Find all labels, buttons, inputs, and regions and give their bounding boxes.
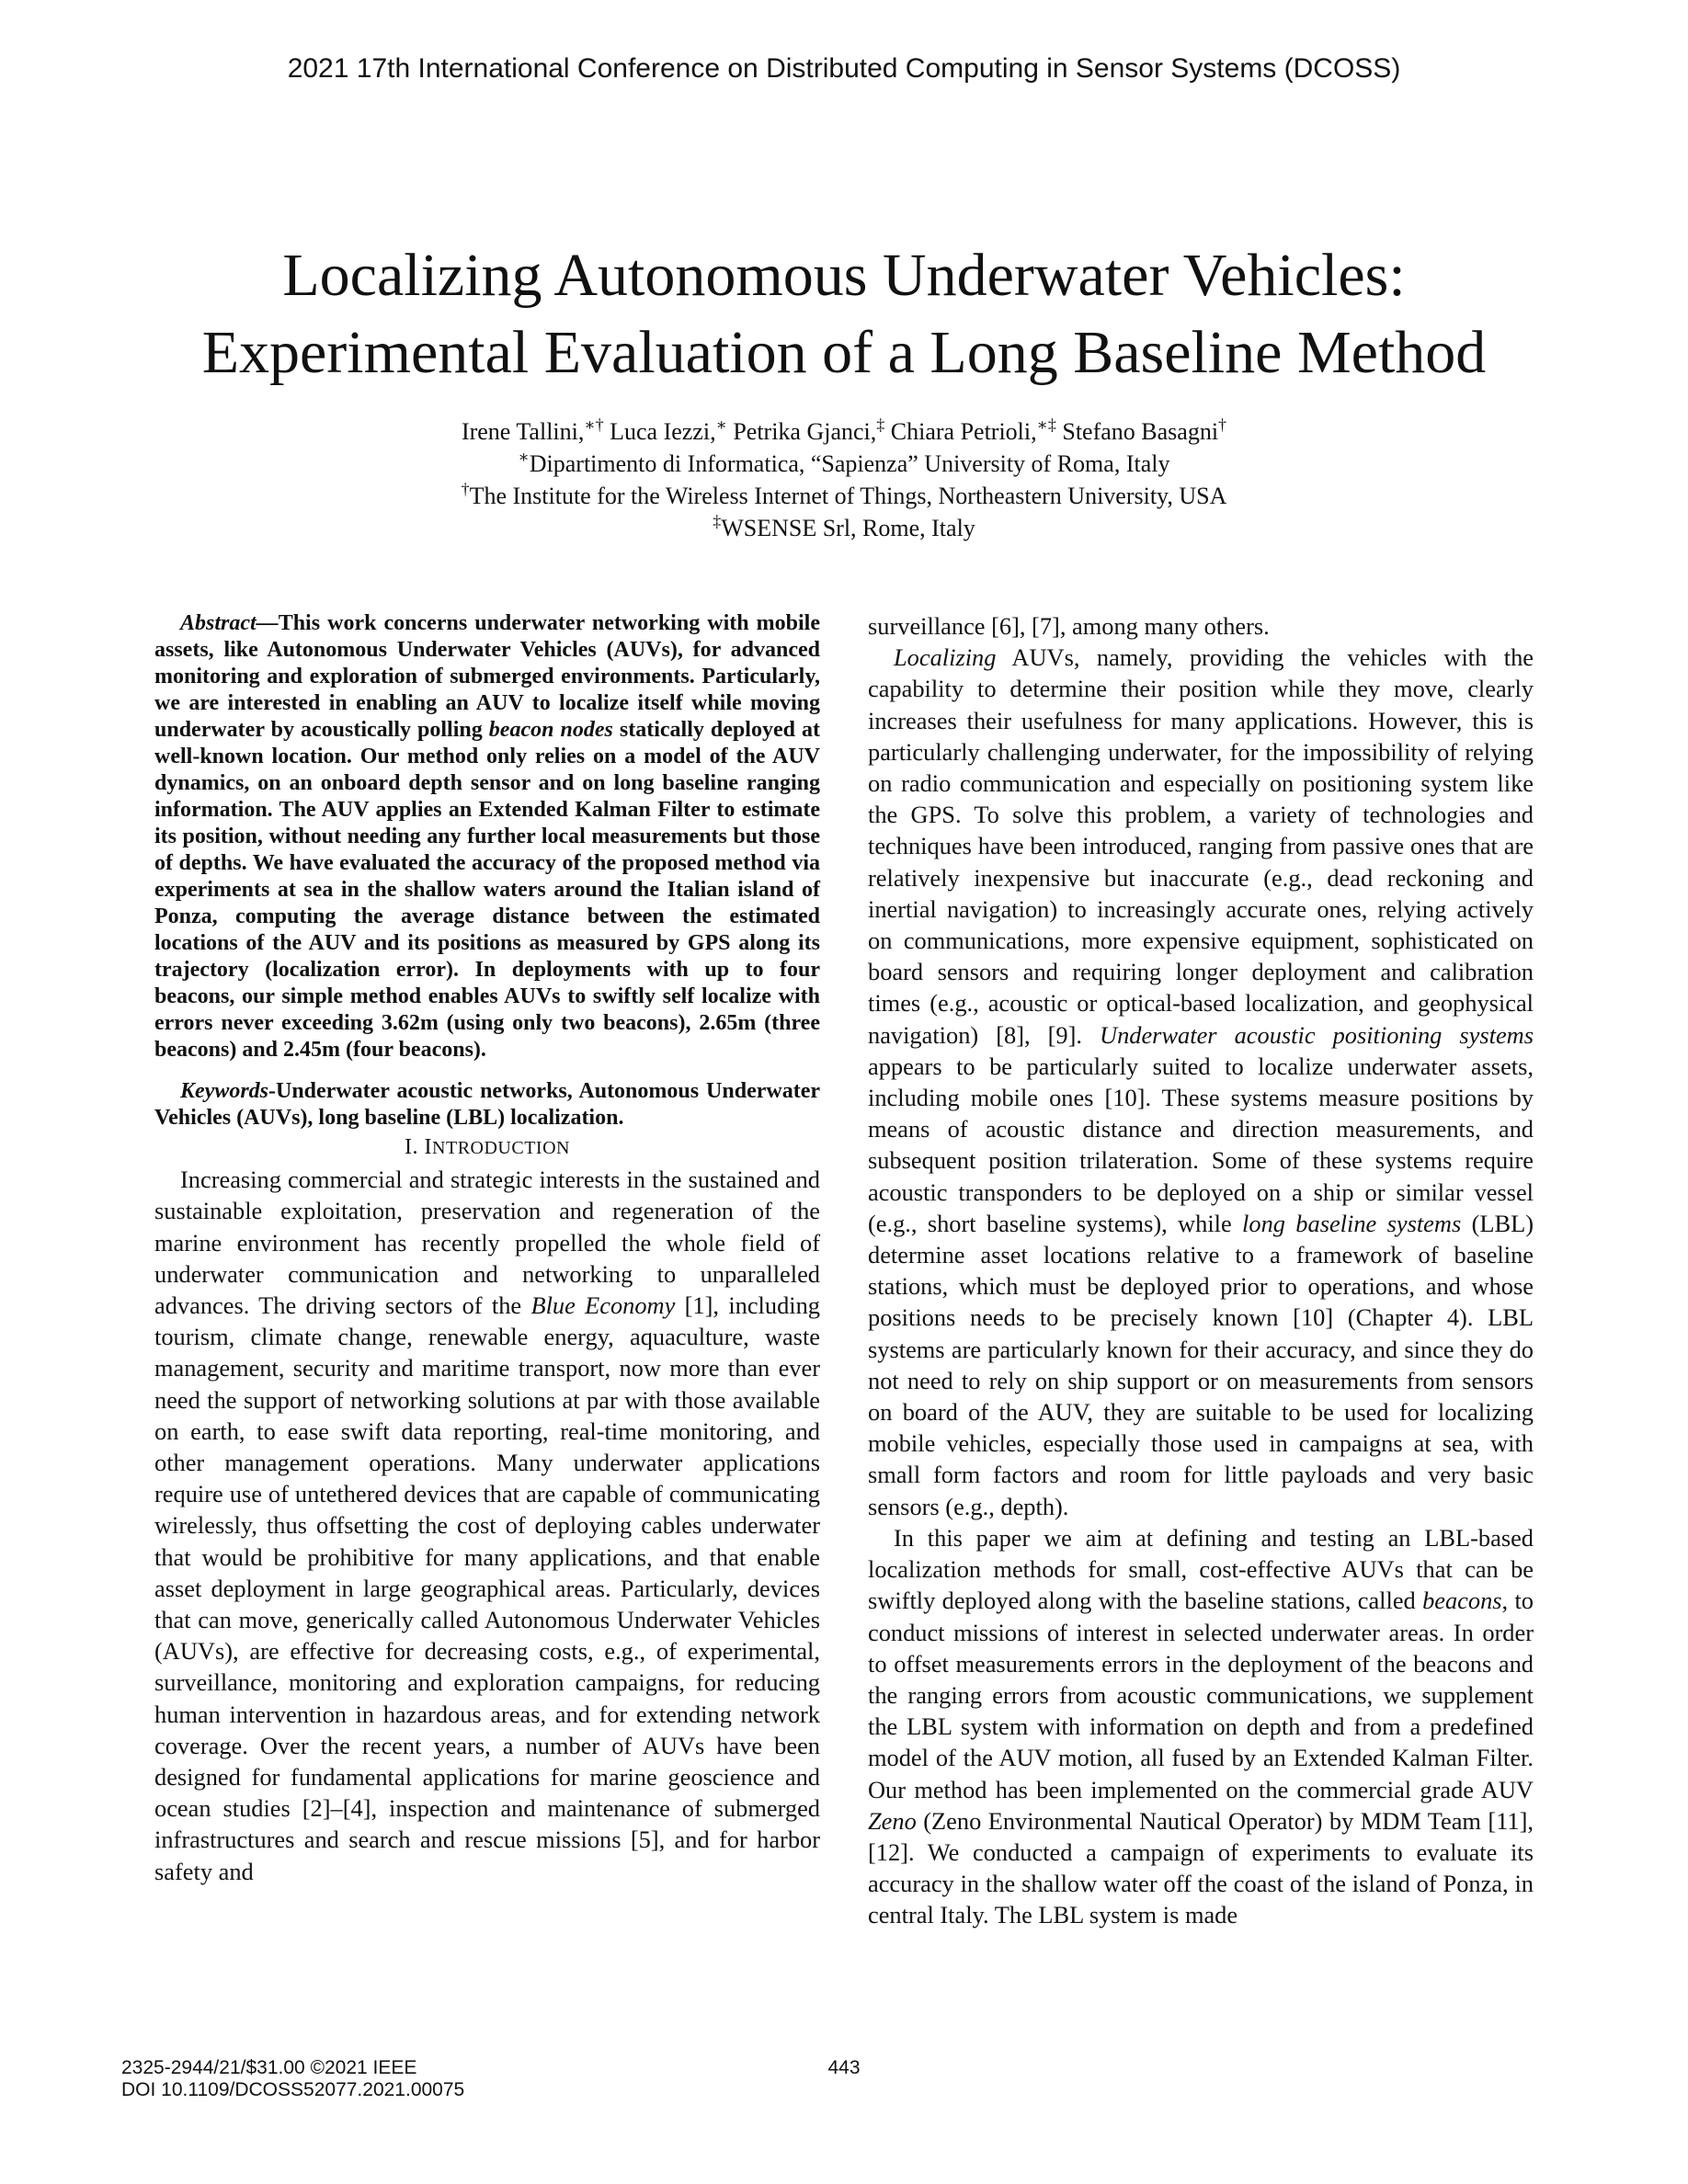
paper-title [0,237,1688,392]
affiliation-mark: † [1218,415,1227,434]
right-column [868,610,1534,1931]
section-heading: I. INTRODUCTION [405,1135,570,1159]
author-name: Petrika Gjanci, [726,418,877,445]
author-name: Chiara Petrioli, [884,418,1037,445]
affiliation-2: †The Institute for the Wireless Internet of Things, Northeastern University, USA [461,480,1227,509]
affiliation-mark: ∗ [715,415,727,434]
keywords-label: Keywords [180,1079,268,1103]
left-column [154,610,820,1887]
intro-paragraph-3: In this paper we aim at defining and testing an LBL-based localization methods for small, cost-effective AUVs that can be swiftly deployed along with the baseline stations, called beacons, to conduct missions of interest in selected underwater areas. In order to offset measurements errors in the deployment of the beacons and the ranging errors from acoustic communications, we supplement the LBL system with information on depth and from a predefined model of the AUV motion, all fused by an Extended Kalman Filter. Our method has been implemented on the commercial grade AUV Zeno (Zeno Environmental Nautical Operator) by MDM Team [11], [12]. We conducted a campaign of experiments to evaluate its accuracy in the shallow water off the coast of the island of Ponza, in central Italy. The LBL system is made [868,1523,1534,1929]
author-block [0,415,1688,544]
keywords: Keywords-Underwater acoustic networks, Autonomous Underwater Vehicles (AUVs), long baseline (LBL) localization. [154,1079,820,1130]
intro-paragraph-1: Increasing commercial and strategic interests in the sustained and sustainable exploitation, preservation and regeneration of the marine environment has recently propelled the whole field of underwater communication and networking to unparalleled advances. The driving sectors of the Blue Economy [1], including tourism, climate change, renewable energy, aquaculture, waste management, security and maritime transport, now more than ever need the support of networking solutions at par with those available on earth, to ease swift data reporting, real-time monitoring, and other management operations. Many underwater applications require use of untethered devices that are capable of communicating wirelessly, thus offsetting the cost of deploying cables underwater that would be prohibitive for many applications, and that enable asset deployment in large geographical areas. Particularly, devices that can move, generically called Autonomous Underwater Vehicles (AUVs), are effective for decreasing costs, e.g., of experimental, surveillance, monitoring and exploration campaigns, for reducing human intervention in hazardous areas, and for extending network coverage. Over the recent years, a number of AUVs have been designed for fundamental applications for marine geoscience and ocean studies [2]–[4], inspection and maintenance of submerged infrastructures and search and rescue missions [5], and for harbor safety and [154,1166,820,1885]
title-line-2: Experimental Evaluation of a Long Baseline Method [201,319,1487,386]
title-line-1: Localizing Autonomous Underwater Vehicles: [282,242,1406,309]
intro-paragraph-1-continued: surveillance [6], [7], among many others. [868,612,1270,640]
author-name: Irene Tallini, [461,418,585,445]
page-number: 443 [827,2057,861,2078]
conference-header: 2021 17th International Conference on Distributed Computing in Sensor Systems (DCOSS) [287,53,1401,84]
affiliation-1: ∗Dipartimento di Informatica, “Sapienza” University of Roma, Italy [518,448,1170,477]
affiliation-3: ‡WSENSE Srl, Rome, Italy [713,512,975,541]
affiliation-mark: ‡ [876,415,885,434]
abstract [154,610,820,1132]
intro-paragraph-2: Localizing AUVs, namely, providing the vehicles with the capability to determine their position while they move, clearly increases their usefulness for many applications. However, this is particularly challenging underwater, for the impossibility of relying on radio communication and especially on positioning system like the GPS. To solve this problem, a variety of technologies and techniques have been introduced, ranging from passive ones that are relatively inexpensive but inaccurate (e.g., dead reckoning and inertial navigation) to increasingly accurate ones, relying actively on communications, more expensive equipment, sophisticated on board sensors and requiring longer deployment and calibration times (e.g., acoustic or optical-based localization, and geophysical navigation) [8], [9]. Underwater acoustic positioning systems appears to be particularly suited to localize underwater assets, including mobile ones [10]. These systems measure positions by means of acoustic distance and direction measurements, and subsequent position trilateration. Some of these systems require acoustic transponders to be deployed on a ship or similar vessel (e.g., short baseline systems), while long baseline systems (LBL) determine asset locations relative to a framework of baseline stations, which must be deployed prior to operations, and whose positions needs to be precisely known [10] (Chapter 4). LBL systems are particularly known for their accuracy, and since they do not need to rely on ship support or on measurements from sensors on board of the AUV, they are suitable to be used for localizing mobile vehicles, especially those used in campaigns at sea, with small form factors and room for little payloads and very basic sensors (e.g., depth). [868,643,1534,1520]
affiliation-mark: ∗‡ [1036,415,1056,434]
author-name: Stefano Basagni [1055,418,1219,445]
author-name: Luca Iezzi, [603,418,716,445]
abstract-label: Abstract— [180,611,279,635]
affiliation-mark: ∗† [584,415,604,434]
author-names [0,415,1688,448]
abstract-text: Abstract—This work concerns underwater networking with mobile assets, like Autonomous Underwater Vehicles (AUVs), for advanced monitoring and exploration of submerged environments. Particularly, we are interested in enabling an AUV to localize itself while moving underwater by acoustically polling beacon nodes statically deployed at well-known location. Our method only relies on a model of the AUV dynamics, on an onboard depth sensor and on long baseline ranging information. The AUV applies an Extended Kalman Filter to estimate its position, without needing any further local measurements but those of depths. We have evaluated the accuracy of the proposed method via experiments at sea in the shallow waters around the Italian island of Ponza, computing the average distance between the estimated locations of the AUV and its positions as measured by GPS along its trajectory (localization error). In deployments with up to four beacons, our simple method enables AUVs to swiftly self localize with errors never exceeding 3.62m (using only two beacons), 2.65m (three beacons) and 2.45m (four beacons). [154,611,820,1062]
doi-line: DOI 10.1109/DCOSS52077.2021.00075 [121,2079,465,2100]
copyright-line: 2325-2944/21/$31.00 ©2021 IEEE [121,2057,417,2078]
